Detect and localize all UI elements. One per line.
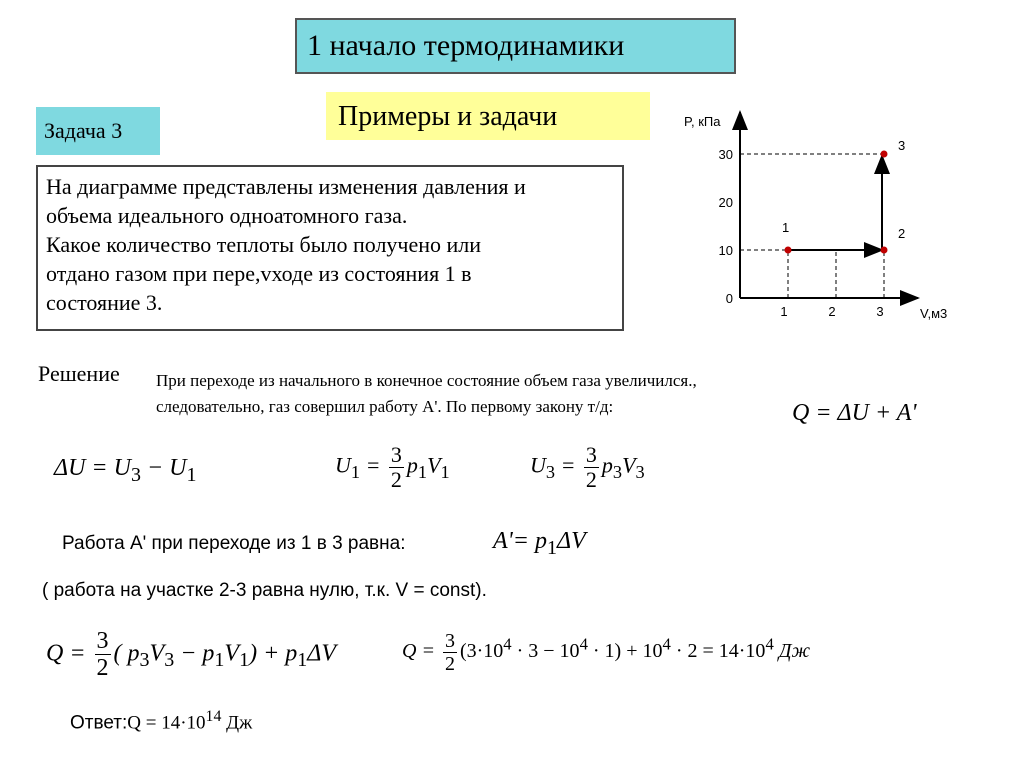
state-point-1	[785, 247, 792, 254]
first-law-formula: Q = ΔU + A'	[792, 400, 917, 426]
solution-intro: При переходе из начального в конечное состояние объем газа увеличился., следовательно, газ совершил работу А'. По первому закону т/д:	[156, 371, 697, 416]
slide-subtitle: Примеры и задачи	[326, 92, 650, 140]
x-axis-label: V,м3	[920, 306, 948, 321]
y-axis-label: P, кПа	[684, 114, 721, 129]
state-point-3	[881, 151, 888, 158]
work-note: ( работа на участке 2-3 равна нулю, т.к. V = const).	[42, 580, 487, 601]
x-tick-label: 3	[876, 304, 884, 319]
state-label-3: 3	[898, 138, 906, 153]
u1-formula: $U_1$ = $\frac{3}{2}$ $p_1V_1$	[335, 442, 450, 493]
y-tick-label: 0	[725, 291, 733, 306]
work-statement: Работа А' при переходе из 1 в 3 равна:	[62, 533, 406, 554]
slide-title: 1 начало термодинамики	[295, 18, 736, 74]
answer: Ответ:Q = $14\cdot 10^{14}$ Дж	[70, 708, 253, 734]
state-label-1: 1	[782, 220, 790, 235]
state-point-2	[881, 247, 888, 254]
solution-label: Решение	[38, 361, 120, 386]
u3-formula: $U_3$ = $\frac{3}{2}$ $p_3V_3$	[530, 442, 645, 493]
heat-general-formula: Q = $\frac{3}{2}$ ( $p_3V_3 - p_1V_1) + p_1\Delta V$	[46, 628, 337, 682]
task-label: Задача 3	[36, 107, 160, 155]
problem-statement: На диаграмме представлены изменения давления и объема идеального одноатомного газа. Какое количество теплоты было получено или отдано газом при пере,vходе из состояния 1 в состояние 3.	[36, 165, 624, 331]
x-tick-label: 2	[828, 304, 836, 319]
heat-numeric-formula: Q = $\frac{3}{2}$ $(3\cdot 10^4 \cdot 3 - 10^4 \cdot 1) + 10^4 \cdot 2 = 14\cdot 10^4$ Дж	[402, 630, 811, 675]
state-label-2: 2	[898, 226, 906, 241]
y-tick-label: 10	[718, 243, 733, 258]
y-tick-label: 30	[718, 147, 733, 162]
y-tick-label: 20	[718, 195, 733, 210]
x-tick-label: 1	[780, 304, 788, 319]
internal-energy-change-formula: $\Delta U = U_3 - U_1$	[54, 455, 197, 486]
work-formula: $A'= p_1\Delta V$	[493, 528, 586, 559]
